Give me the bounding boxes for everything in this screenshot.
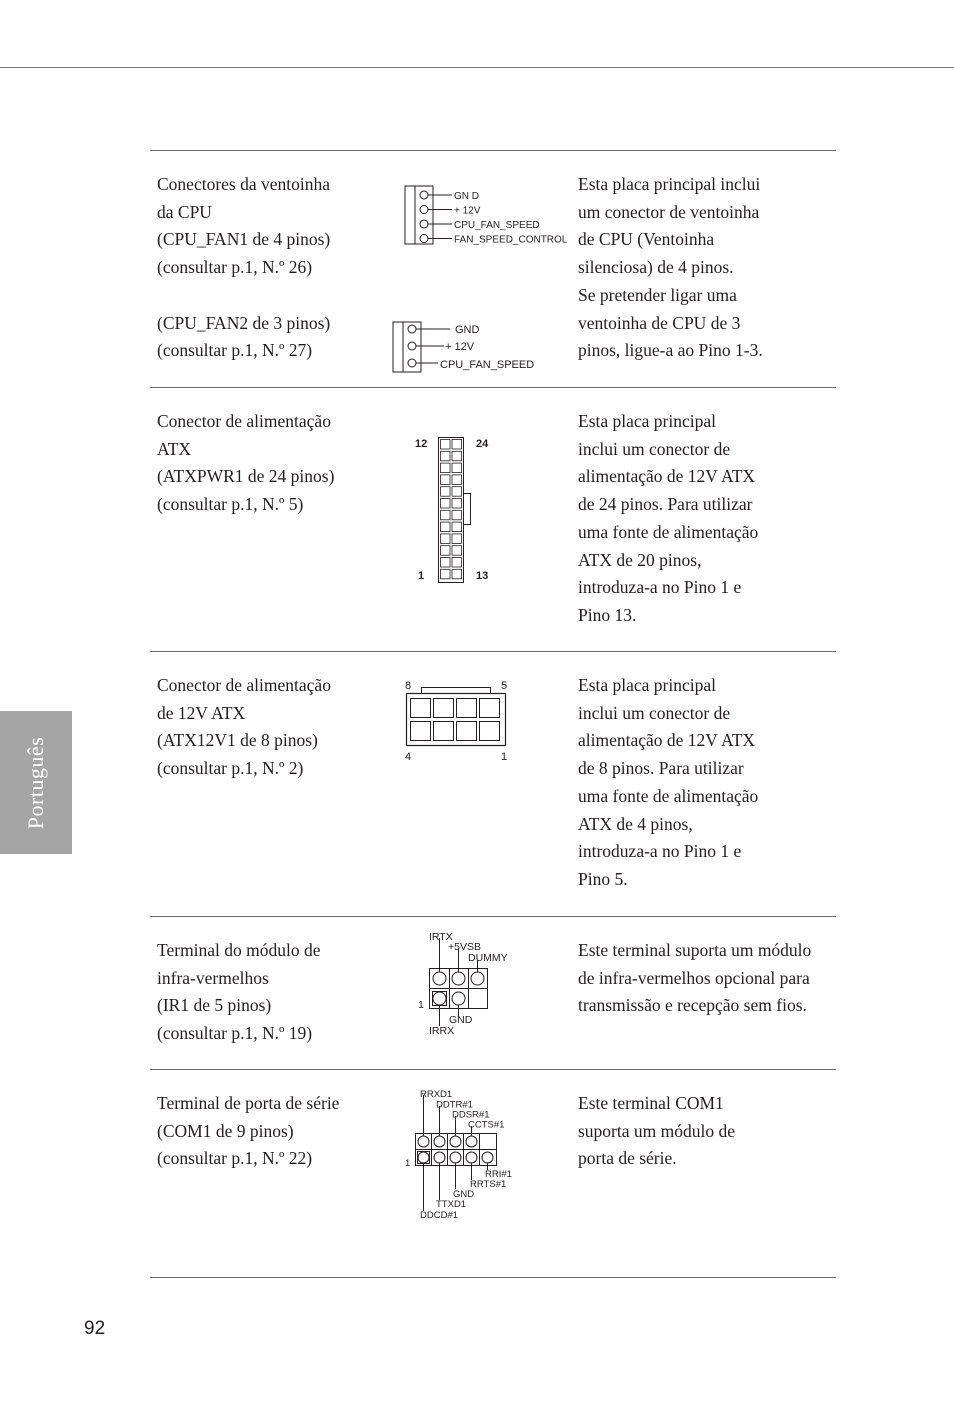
text-line: (consultar p.1, N.º 5)	[157, 494, 304, 515]
text-line: Esta placa principal inclui	[578, 174, 761, 194]
pin-label: DDSR#1	[452, 1109, 490, 1121]
text-line: Este terminal COM1	[578, 1093, 724, 1113]
text-line: (consultar p.1, N.º 26)	[157, 257, 313, 278]
text-line: introduza-a no Pino 1 e	[578, 841, 742, 862]
pin-label: 24	[476, 438, 489, 450]
text-line: Conectores da ventoinha	[157, 174, 331, 194]
text-line: (ATXPWR1 de 24 pinos)	[157, 466, 335, 487]
pin-label: 1	[501, 751, 508, 763]
ir-header-diagram	[410, 926, 530, 1041]
atx-pin-cell	[441, 510, 451, 520]
atx-pin-cell	[441, 546, 451, 556]
atx-pin-cell	[452, 569, 462, 579]
atx-pin-cell	[441, 499, 451, 509]
atx12v-title	[157, 672, 372, 783]
text-line: silenciosa) de 4 pinos.	[578, 257, 734, 278]
atx-pin-cell	[452, 522, 462, 532]
pin-label: DDCD#1	[420, 1210, 459, 1221]
text-line: (CPU_FAN1 de 4 pinos)	[157, 229, 331, 250]
text-line: Pino 5.	[578, 868, 628, 889]
text-line: inclui um conector de	[578, 702, 731, 723]
atx-pin-cell	[441, 451, 451, 461]
atx-pin-cell	[452, 463, 462, 473]
text-line: alimentação de 12V ATX	[578, 466, 756, 487]
text-line: inclui um conector de	[578, 438, 731, 459]
text-line: uma fonte de alimentação	[578, 521, 759, 542]
pin-label: 5	[501, 680, 508, 692]
text-line: Se pretender ligar uma	[578, 284, 737, 305]
atx-pin-cell	[452, 510, 462, 520]
pin-label: 13	[476, 570, 489, 582]
text-line: introduza-a no Pino 1 e	[578, 577, 742, 598]
text-line: Pino 13.	[578, 604, 637, 625]
pin-label: 12	[415, 438, 428, 450]
text-line: alimentação de 12V ATX	[578, 730, 756, 751]
text-line: infra-vermelhos	[157, 967, 269, 988]
text-line: uma fonte de alimentação	[578, 785, 759, 806]
pin-label: DDTR#1	[436, 1099, 473, 1111]
text-line: de CPU (Ventoinha	[578, 229, 715, 250]
text-line: ATX de 20 pinos,	[578, 549, 702, 570]
text-line: ventoinha de CPU de 3	[578, 312, 741, 333]
pin-label: FAN_SPEED_CONTROL	[454, 234, 568, 246]
language-tab-label: Português	[23, 736, 48, 829]
text-line: (IR1 de 5 pinos)	[157, 995, 272, 1016]
text-line: Esta placa principal	[578, 675, 716, 695]
text-line: Terminal do módulo de	[157, 940, 321, 960]
ir-header-description	[578, 937, 836, 1020]
pin-label: 1	[418, 570, 425, 582]
atx12v-description	[578, 672, 836, 894]
pin-label: 1	[418, 999, 424, 1011]
text-line: Conector de alimentação	[157, 675, 331, 695]
atx-pin-cell	[452, 499, 462, 509]
ir-header-title	[157, 937, 372, 1048]
text-line: de infra-vermelhos opcional para	[578, 967, 810, 988]
pin-label: IRRX	[429, 1025, 455, 1037]
com1-description	[578, 1090, 836, 1173]
atx-pin-cell	[452, 534, 462, 544]
language-tab	[0, 711, 72, 854]
cpu-fan2-diagram	[388, 318, 548, 376]
text-line: Esta placa principal	[578, 411, 716, 431]
cpu-fan-title	[157, 171, 372, 365]
pin-label: GND	[449, 1014, 473, 1026]
pin-label: 1	[405, 1158, 411, 1169]
atx-power-title	[157, 408, 372, 519]
text-line: um conector de ventoinha	[578, 201, 760, 222]
section-divider	[150, 387, 836, 388]
text-line: Este terminal suporta um módulo	[578, 940, 812, 960]
atx-pin-cell	[452, 546, 462, 556]
text-line: de 24 pinos. Para utilizar	[578, 494, 753, 515]
atx-pin-cell	[452, 451, 462, 461]
text-line: porta de série.	[578, 1148, 677, 1169]
pin-label: RRI#1	[485, 1169, 512, 1180]
pin-label: CCTS#1	[468, 1119, 505, 1131]
pin-label: GND	[453, 1189, 475, 1200]
text-line: (consultar p.1, N.º 27)	[157, 340, 313, 361]
pin-label: 4	[405, 751, 412, 763]
section-divider	[150, 150, 836, 151]
text-line: pinos, ligue-a ao Pino 1-3.	[578, 340, 763, 361]
pin-label: + 12V	[454, 205, 481, 217]
atx-pin-cell	[441, 475, 451, 485]
pin-label: GND	[455, 324, 480, 336]
section-divider	[150, 1069, 836, 1070]
atx-pin-cell	[452, 558, 462, 568]
text-line: ATX de 4 pinos,	[578, 813, 693, 834]
text-line: transmissão e recepção sem fios.	[578, 995, 807, 1016]
atx-pin-cell	[441, 569, 451, 579]
text-line: (ATX12V1 de 8 pinos)	[157, 730, 318, 751]
atx-pin-cell	[441, 440, 451, 450]
text-line: (consultar p.1, N.º 22)	[157, 1148, 313, 1169]
atx-pin-cell	[441, 522, 451, 532]
section-divider	[150, 1277, 836, 1278]
text-line: da CPU	[157, 201, 212, 222]
text-line: (CPU_FAN2 de 3 pinos)	[157, 312, 331, 333]
text-line: Terminal de porta de série	[157, 1093, 340, 1113]
text-line: de 8 pinos. Para utilizar	[578, 758, 744, 779]
pin-label: IRTX	[429, 931, 453, 943]
section-divider	[150, 916, 836, 917]
atx-pin-cell	[441, 463, 451, 473]
atx-pin-cell	[452, 487, 462, 497]
top-rule	[0, 67, 954, 68]
atx-power-description	[578, 408, 836, 630]
pin-label: + 12V	[445, 341, 475, 353]
pin-label: DUMMY	[468, 952, 508, 964]
pin-label: CPU_FAN_SPEED	[454, 220, 540, 231]
section-divider	[150, 651, 836, 652]
atx24-diagram	[410, 432, 500, 587]
atx-pin-cell	[441, 487, 451, 497]
text-line: (consultar p.1, N.º 2)	[157, 758, 304, 779]
com1-diagram	[400, 1085, 530, 1225]
atx-pin-cell	[441, 534, 451, 544]
cpu-fan-description	[578, 171, 836, 365]
atx-pin-cell	[441, 558, 451, 568]
pin-label: +5VSB	[448, 941, 481, 953]
text-line: (COM1 de 9 pinos)	[157, 1120, 294, 1141]
pin-label: RRXD1	[420, 1089, 453, 1100]
pin-label: RRTS#1	[470, 1179, 507, 1190]
text-line: ATX	[157, 438, 192, 459]
page-number: 92	[84, 1318, 106, 1339]
cpu-fan1-diagram	[400, 180, 580, 252]
pin-label: 8	[405, 680, 412, 692]
text-line: (consultar p.1, N.º 19)	[157, 1023, 313, 1044]
pin-label: CPU_FAN_SPEED	[440, 359, 535, 371]
pin-label: TTXD1	[436, 1199, 467, 1210]
atx12v-diagram	[400, 676, 520, 766]
text-line: de 12V ATX	[157, 702, 246, 723]
text-line: suporta um módulo de	[578, 1120, 735, 1141]
com1-title	[157, 1090, 372, 1173]
pin-label: GN D	[454, 191, 479, 202]
atx-pin-cell	[452, 440, 462, 450]
text-line: Conector de alimentação	[157, 411, 331, 431]
atx-pin-cell	[452, 475, 462, 485]
